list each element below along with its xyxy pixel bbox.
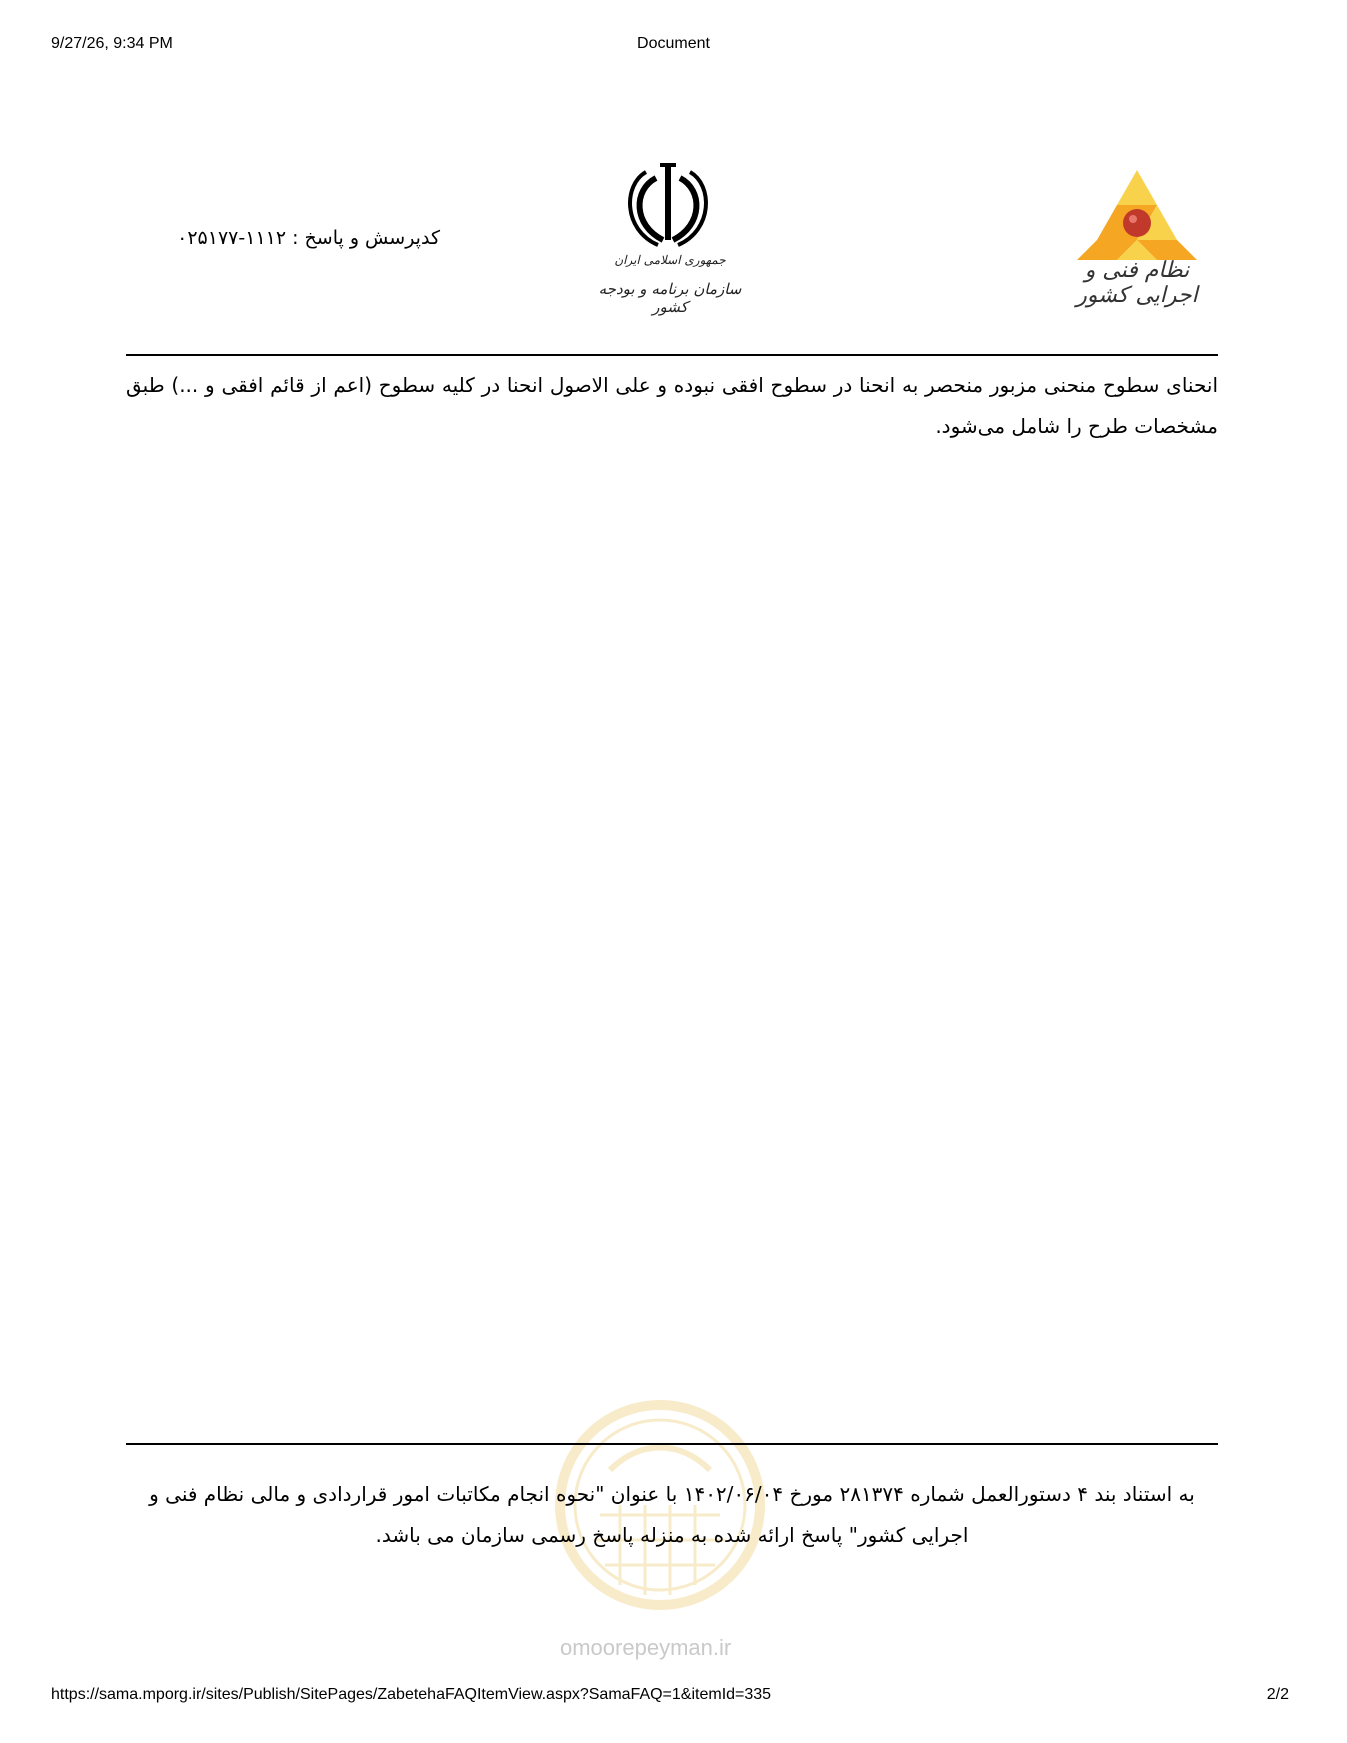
watermark-url: omoorepeyman.ir	[560, 1635, 732, 1660]
header-divider	[126, 354, 1218, 356]
org-logo-text: نظام فنی و اجرایی کشور	[1076, 258, 1198, 308]
print-page-number: 2/2	[1266, 1686, 1289, 1703]
print-url: https://sama.mporg.ir/sites/Publish/SitePages/ZabetehaFAQItemView.aspx?SamaFAQ=1&itemId=335	[51, 1686, 772, 1703]
faq-code: کدپرسش و پاسخ : ۱۱۱۲-۰۲۵۱۷۷	[177, 227, 440, 249]
footer-note: به استناد بند ۴ دستورالعمل شماره ۲۸۱۳۷۴ مورخ ۱۴۰۲/۰۶/۰۴ با عنوان "نحوه انجام مکاتبات امور قراردادی و مالی نظام فنی و اجرایی کشور" پاسخ ارائه شده به منزله پاسخ رسمی سازمان می باشد.	[149, 1482, 1195, 1547]
national-emblem-icon	[618, 160, 718, 250]
answer-text: انحنای سطوح منحنی مزبور منحصر به انحنا در سطوح افقی نبوده و علی الاصول انحنا در کلیه سطوح (اعم از قائم افقی و ...) طبق مشخصات طرح را شامل می‌شود.	[126, 373, 1218, 438]
emblem-caption-line1: جمهوری اسلامی ایران	[614, 253, 726, 267]
footer-divider	[126, 1443, 1218, 1445]
emblem-caption-line2: سازمان برنامه و بودجه کشور	[598, 280, 742, 316]
print-title: Document	[637, 35, 710, 52]
print-datetime: 9/27/26, 9:34 PM	[51, 35, 173, 52]
